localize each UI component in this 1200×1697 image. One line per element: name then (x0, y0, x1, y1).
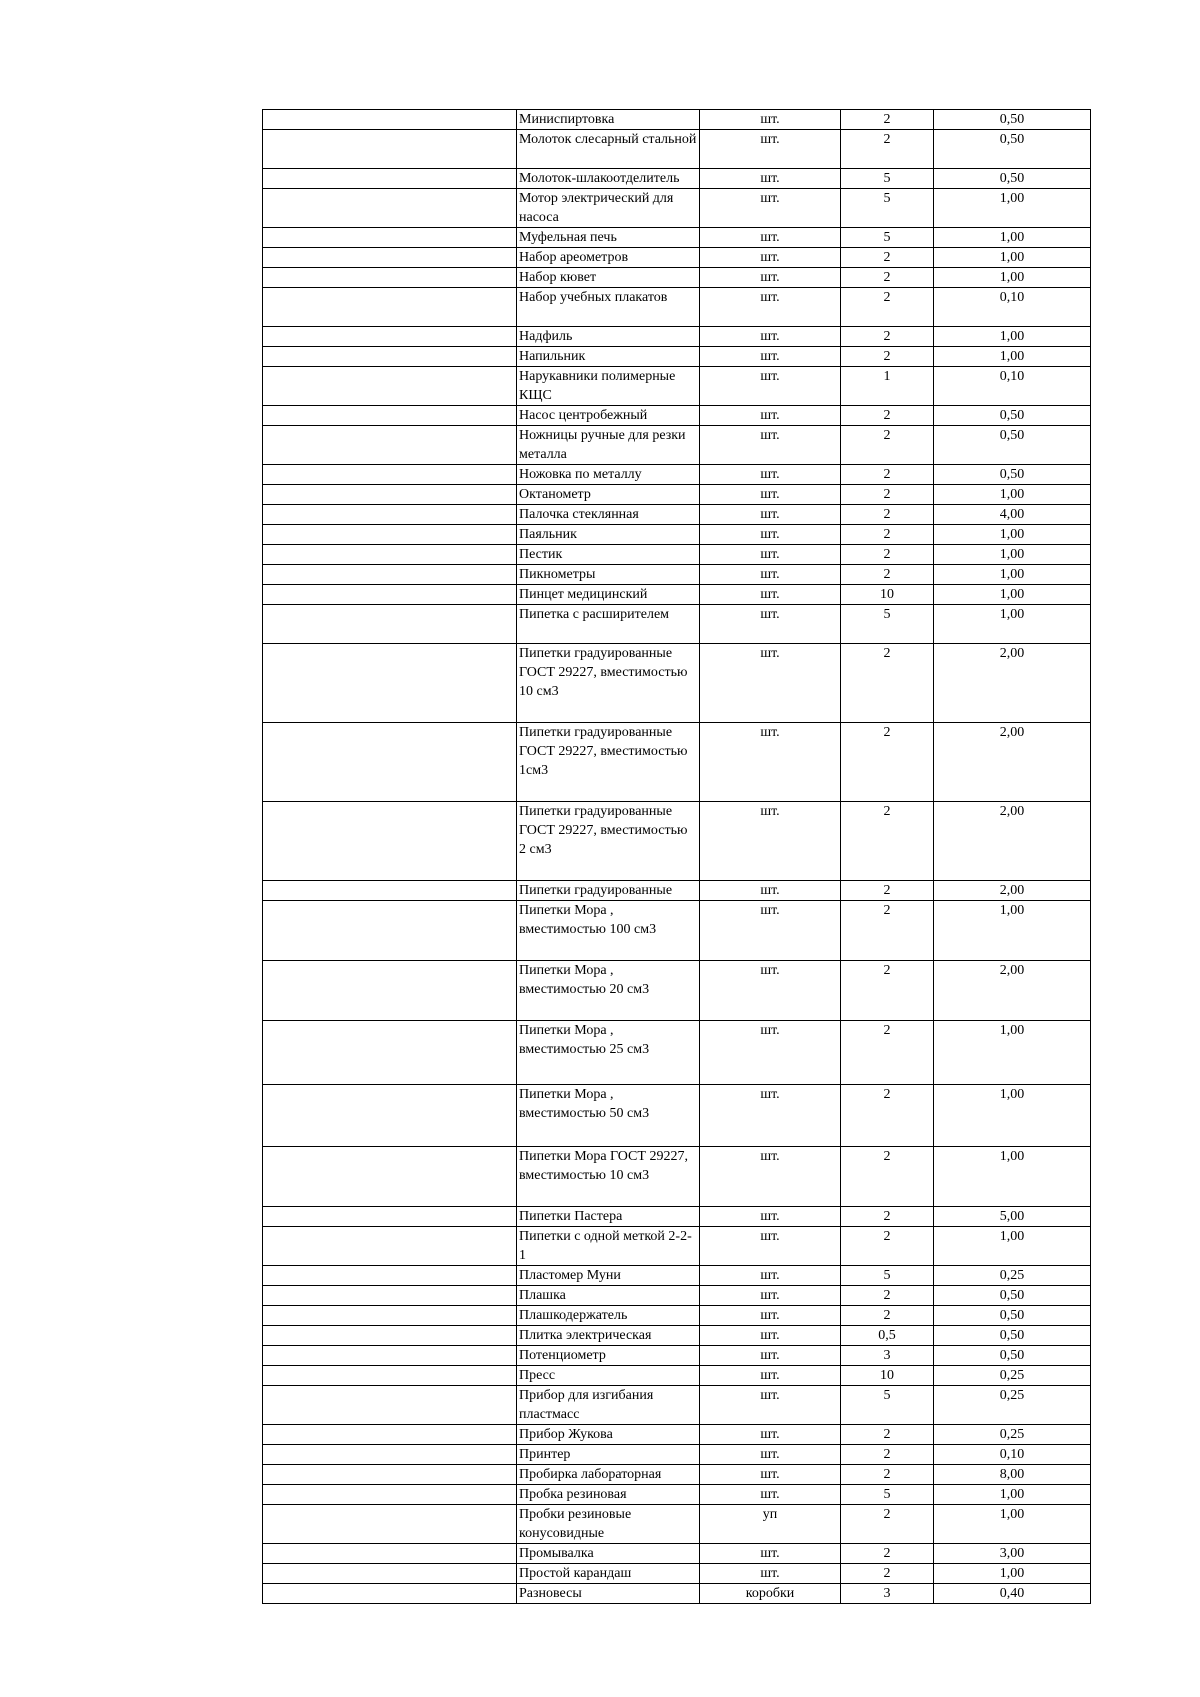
item-name-cell: Палочка стеклянная (517, 505, 700, 525)
table-row (263, 901, 1091, 961)
unit-cell: шт. (700, 901, 841, 961)
item-name-cell: Пипетки градуированные (517, 881, 700, 901)
quantity-cell: 5 (841, 1485, 934, 1505)
quantity-cell: 2 (841, 1207, 934, 1227)
quantity-cell: 2 (841, 465, 934, 485)
coefficient-cell: 3,00 (934, 1544, 1091, 1564)
table-row (263, 367, 1091, 406)
coefficient-cell: 0,10 (934, 1445, 1091, 1465)
coefficient-cell: 1,00 (934, 1227, 1091, 1266)
empty-cell (263, 1584, 517, 1604)
coefficient-cell: 1,00 (934, 545, 1091, 565)
empty-cell (263, 1485, 517, 1505)
quantity-cell: 10 (841, 585, 934, 605)
table-row (263, 1425, 1091, 1445)
empty-cell (263, 565, 517, 585)
table-row (263, 565, 1091, 585)
quantity-cell: 2 (841, 288, 934, 327)
quantity-cell: 2 (841, 1445, 934, 1465)
coefficient-cell: 2,00 (934, 644, 1091, 723)
empty-cell (263, 1021, 517, 1085)
table-row (263, 881, 1091, 901)
item-name-cell: Насос центробежный (517, 406, 700, 426)
empty-cell (263, 961, 517, 1021)
table-row (263, 347, 1091, 367)
unit-cell: шт. (700, 169, 841, 189)
table-row (263, 1544, 1091, 1564)
unit-cell: шт. (700, 1544, 841, 1564)
empty-cell (263, 1465, 517, 1485)
empty-cell (263, 1445, 517, 1465)
item-name-cell: Пластомер Муни (517, 1266, 700, 1286)
item-name-cell: Пресс (517, 1366, 700, 1386)
empty-cell (263, 644, 517, 723)
item-name-cell: Пикнометры (517, 565, 700, 585)
unit-cell: шт. (700, 1207, 841, 1227)
coefficient-cell: 1,00 (934, 565, 1091, 585)
item-name-cell: Пипетки градуированные ГОСТ 29227, вместимостью 10 см3 (517, 644, 700, 723)
coefficient-cell: 1,00 (934, 1021, 1091, 1085)
quantity-cell: 2 (841, 268, 934, 288)
empty-cell (263, 505, 517, 525)
unit-cell: шт. (700, 465, 841, 485)
empty-cell (263, 1306, 517, 1326)
table-row (263, 406, 1091, 426)
item-name-cell: Прибор для изгибания пластмасс (517, 1386, 700, 1425)
item-name-cell: Пинцет медицинский (517, 585, 700, 605)
empty-cell (263, 367, 517, 406)
table-row (263, 585, 1091, 605)
empty-cell (263, 545, 517, 565)
quantity-cell: 2 (841, 347, 934, 367)
table-row (263, 1286, 1091, 1306)
unit-cell: шт. (700, 1485, 841, 1505)
coefficient-cell: 4,00 (934, 505, 1091, 525)
item-name-cell: Пестик (517, 545, 700, 565)
table-row (263, 110, 1091, 130)
empty-cell (263, 605, 517, 644)
unit-cell: шт. (700, 248, 841, 268)
empty-cell (263, 169, 517, 189)
coefficient-cell: 0,40 (934, 1584, 1091, 1604)
item-name-cell: Пипетки Мора , вместимостью 50 см3 (517, 1085, 700, 1147)
quantity-cell: 5 (841, 1266, 934, 1286)
unit-cell: шт. (700, 288, 841, 327)
coefficient-cell: 0,50 (934, 426, 1091, 465)
table-row (263, 961, 1091, 1021)
quantity-cell: 2 (841, 881, 934, 901)
quantity-cell: 2 (841, 1227, 934, 1266)
item-name-cell: Пробка резиновая (517, 1485, 700, 1505)
quantity-cell: 2 (841, 248, 934, 268)
quantity-cell: 5 (841, 189, 934, 228)
unit-cell: шт. (700, 1425, 841, 1445)
table-row (263, 228, 1091, 248)
item-name-cell: Пробирка лабораторная (517, 1465, 700, 1485)
coefficient-cell: 1,00 (934, 525, 1091, 545)
unit-cell: шт. (700, 505, 841, 525)
unit-cell: шт. (700, 1021, 841, 1085)
quantity-cell: 2 (841, 426, 934, 465)
table-row (263, 248, 1091, 268)
item-name-cell: Разновесы (517, 1584, 700, 1604)
unit-cell: шт. (700, 426, 841, 465)
table-row (263, 1485, 1091, 1505)
item-name-cell: Пипетка с расширителем (517, 605, 700, 644)
coefficient-cell: 0,50 (934, 1286, 1091, 1306)
coefficient-cell: 1,00 (934, 1147, 1091, 1207)
unit-cell: шт. (700, 605, 841, 644)
quantity-cell: 2 (841, 505, 934, 525)
table-row (263, 1266, 1091, 1286)
quantity-cell: 2 (841, 723, 934, 802)
quantity-cell: 5 (841, 169, 934, 189)
item-name-cell: Миниспиртовка (517, 110, 700, 130)
coefficient-cell: 8,00 (934, 1465, 1091, 1485)
quantity-cell: 2 (841, 545, 934, 565)
item-name-cell: Октанометр (517, 485, 700, 505)
item-name-cell: Муфельная печь (517, 228, 700, 248)
empty-cell (263, 327, 517, 347)
table-row (263, 1227, 1091, 1266)
item-name-cell: Надфиль (517, 327, 700, 347)
coefficient-cell: 0,25 (934, 1266, 1091, 1286)
quantity-cell: 2 (841, 1465, 934, 1485)
unit-cell: шт. (700, 1465, 841, 1485)
unit-cell: шт. (700, 1147, 841, 1207)
empty-cell (263, 1366, 517, 1386)
unit-cell: уп (700, 1505, 841, 1544)
item-name-cell: Набор учебных плакатов (517, 288, 700, 327)
table-row (263, 1326, 1091, 1346)
unit-cell: шт. (700, 367, 841, 406)
quantity-cell: 2 (841, 1564, 934, 1584)
quantity-cell: 2 (841, 406, 934, 426)
coefficient-cell: 1,00 (934, 327, 1091, 347)
item-name-cell: Паяльник (517, 525, 700, 545)
unit-cell: шт. (700, 1326, 841, 1346)
coefficient-cell: 0,10 (934, 288, 1091, 327)
quantity-cell: 5 (841, 605, 934, 644)
empty-cell (263, 1147, 517, 1207)
item-name-cell: Нарукавники полимерные КЩС (517, 367, 700, 406)
item-name-cell: Пипетки Мора , вместимостью 25 см3 (517, 1021, 700, 1085)
unit-cell: шт. (700, 565, 841, 585)
table-row (263, 130, 1091, 169)
quantity-cell: 2 (841, 327, 934, 347)
item-name-cell: Принтер (517, 1445, 700, 1465)
quantity-cell: 2 (841, 110, 934, 130)
empty-cell (263, 1227, 517, 1266)
table-row (263, 485, 1091, 505)
table-row (263, 802, 1091, 881)
quantity-cell: 2 (841, 1286, 934, 1306)
table-row (263, 327, 1091, 347)
unit-cell: шт. (700, 1306, 841, 1326)
unit-cell: шт. (700, 1346, 841, 1366)
coefficient-cell: 1,00 (934, 347, 1091, 367)
coefficient-cell: 1,00 (934, 228, 1091, 248)
quantity-cell: 2 (841, 961, 934, 1021)
table-row (263, 525, 1091, 545)
item-name-cell: Молоток слесарный стальной (517, 130, 700, 169)
empty-cell (263, 130, 517, 169)
unit-cell: шт. (700, 1266, 841, 1286)
empty-cell (263, 1564, 517, 1584)
item-name-cell: Простой карандаш (517, 1564, 700, 1584)
coefficient-cell: 1,00 (934, 189, 1091, 228)
quantity-cell: 1 (841, 367, 934, 406)
unit-cell: шт. (700, 189, 841, 228)
empty-cell (263, 465, 517, 485)
unit-cell: шт. (700, 406, 841, 426)
quantity-cell: 2 (841, 901, 934, 961)
quantity-cell: 2 (841, 802, 934, 881)
coefficient-cell: 2,00 (934, 961, 1091, 1021)
table-row (263, 1021, 1091, 1085)
quantity-cell: 3 (841, 1584, 934, 1604)
quantity-cell: 2 (841, 1544, 934, 1564)
empty-cell (263, 585, 517, 605)
empty-cell (263, 1346, 517, 1366)
coefficient-cell: 0,25 (934, 1386, 1091, 1425)
quantity-cell: 2 (841, 1306, 934, 1326)
unit-cell: шт. (700, 1286, 841, 1306)
empty-cell (263, 1386, 517, 1425)
item-name-cell: Набор кювет (517, 268, 700, 288)
item-name-cell: Плитка электрическая (517, 1326, 700, 1346)
quantity-cell: 5 (841, 228, 934, 248)
table-row (263, 1147, 1091, 1207)
table-row (263, 465, 1091, 485)
unit-cell: коробки (700, 1584, 841, 1604)
item-name-cell: Пипетки Мора , вместимостью 100 см3 (517, 901, 700, 961)
item-name-cell: Напильник (517, 347, 700, 367)
quantity-cell: 2 (841, 1147, 934, 1207)
unit-cell: шт. (700, 347, 841, 367)
item-name-cell: Пробки резиновые конусовидные (517, 1505, 700, 1544)
equipment-table (262, 109, 1091, 1604)
table-row (263, 189, 1091, 228)
equipment-table-body (263, 110, 1091, 1604)
empty-cell (263, 1505, 517, 1544)
empty-cell (263, 268, 517, 288)
empty-cell (263, 110, 517, 130)
unit-cell: шт. (700, 327, 841, 347)
unit-cell: шт. (700, 961, 841, 1021)
coefficient-cell: 1,00 (934, 1485, 1091, 1505)
unit-cell: шт. (700, 228, 841, 248)
empty-cell (263, 1326, 517, 1346)
coefficient-cell: 0,50 (934, 169, 1091, 189)
coefficient-cell: 0,50 (934, 110, 1091, 130)
table-row (263, 723, 1091, 802)
item-name-cell: Плашкодержатель (517, 1306, 700, 1326)
quantity-cell: 0,5 (841, 1326, 934, 1346)
coefficient-cell: 0,50 (934, 465, 1091, 485)
table-row (263, 644, 1091, 723)
quantity-cell: 2 (841, 1085, 934, 1147)
unit-cell: шт. (700, 802, 841, 881)
empty-cell (263, 1085, 517, 1147)
empty-cell (263, 406, 517, 426)
table-row (263, 545, 1091, 565)
coefficient-cell: 1,00 (934, 268, 1091, 288)
empty-cell (263, 525, 517, 545)
table-row (263, 1564, 1091, 1584)
empty-cell (263, 881, 517, 901)
coefficient-cell: 0,50 (934, 1306, 1091, 1326)
unit-cell: шт. (700, 723, 841, 802)
empty-cell (263, 802, 517, 881)
quantity-cell: 2 (841, 1021, 934, 1085)
item-name-cell: Пипетки Пастера (517, 1207, 700, 1227)
coefficient-cell: 5,00 (934, 1207, 1091, 1227)
empty-cell (263, 1286, 517, 1306)
table-row (263, 1346, 1091, 1366)
unit-cell: шт. (700, 545, 841, 565)
quantity-cell: 2 (841, 1505, 934, 1544)
empty-cell (263, 723, 517, 802)
item-name-cell: Пипетки Мора , вместимостью 20 см3 (517, 961, 700, 1021)
empty-cell (263, 901, 517, 961)
item-name-cell: Мотор электрический для насоса (517, 189, 700, 228)
item-name-cell: Промывалка (517, 1544, 700, 1564)
table-row (263, 426, 1091, 465)
item-name-cell: Ножницы ручные для резки металла (517, 426, 700, 465)
coefficient-cell: 0,50 (934, 1326, 1091, 1346)
coefficient-cell: 0,25 (934, 1425, 1091, 1445)
unit-cell: шт. (700, 485, 841, 505)
coefficient-cell: 2,00 (934, 802, 1091, 881)
coefficient-cell: 1,00 (934, 1564, 1091, 1584)
table-row (263, 1207, 1091, 1227)
unit-cell: шт. (700, 1386, 841, 1425)
quantity-cell: 10 (841, 1366, 934, 1386)
coefficient-cell: 1,00 (934, 1085, 1091, 1147)
table-row (263, 1584, 1091, 1604)
table-row (263, 605, 1091, 644)
empty-cell (263, 248, 517, 268)
quantity-cell: 3 (841, 1346, 934, 1366)
unit-cell: шт. (700, 1085, 841, 1147)
quantity-cell: 2 (841, 485, 934, 505)
quantity-cell: 2 (841, 1425, 934, 1445)
item-name-cell: Ножовка по металлу (517, 465, 700, 485)
unit-cell: шт. (700, 644, 841, 723)
unit-cell: шт. (700, 1366, 841, 1386)
table-row (263, 1445, 1091, 1465)
unit-cell: шт. (700, 1227, 841, 1266)
item-name-cell: Пипетки Мора ГОСТ 29227, вместимостью 10 см3 (517, 1147, 700, 1207)
unit-cell: шт. (700, 1564, 841, 1584)
empty-cell (263, 485, 517, 505)
table-row (263, 1366, 1091, 1386)
coefficient-cell: 1,00 (934, 901, 1091, 961)
unit-cell: шт. (700, 881, 841, 901)
empty-cell (263, 1266, 517, 1286)
unit-cell: шт. (700, 585, 841, 605)
table-row (263, 169, 1091, 189)
coefficient-cell: 1,00 (934, 248, 1091, 268)
empty-cell (263, 189, 517, 228)
coefficient-cell: 0,50 (934, 1346, 1091, 1366)
quantity-cell: 2 (841, 525, 934, 545)
coefficient-cell: 2,00 (934, 881, 1091, 901)
coefficient-cell: 1,00 (934, 1505, 1091, 1544)
empty-cell (263, 1207, 517, 1227)
item-name-cell: Плашка (517, 1286, 700, 1306)
quantity-cell: 2 (841, 644, 934, 723)
empty-cell (263, 1544, 517, 1564)
quantity-cell: 2 (841, 565, 934, 585)
unit-cell: шт. (700, 130, 841, 169)
unit-cell: шт. (700, 268, 841, 288)
coefficient-cell: 0,25 (934, 1366, 1091, 1386)
table-row (263, 1386, 1091, 1425)
empty-cell (263, 426, 517, 465)
empty-cell (263, 347, 517, 367)
table-row (263, 268, 1091, 288)
table-row (263, 1465, 1091, 1485)
coefficient-cell: 1,00 (934, 605, 1091, 644)
item-name-cell: Пипетки градуированные ГОСТ 29227, вместимостью 1см3 (517, 723, 700, 802)
item-name-cell: Пипетки градуированные ГОСТ 29227, вместимостью 2 см3 (517, 802, 700, 881)
empty-cell (263, 228, 517, 248)
item-name-cell: Молоток-шлакоотделитель (517, 169, 700, 189)
table-row (263, 505, 1091, 525)
coefficient-cell: 0,50 (934, 406, 1091, 426)
item-name-cell: Набор ареометров (517, 248, 700, 268)
empty-cell (263, 288, 517, 327)
table-row (263, 1085, 1091, 1147)
table-row (263, 288, 1091, 327)
item-name-cell: Потенциометр (517, 1346, 700, 1366)
unit-cell: шт. (700, 1445, 841, 1465)
unit-cell: шт. (700, 110, 841, 130)
coefficient-cell: 0,50 (934, 130, 1091, 169)
quantity-cell: 5 (841, 1386, 934, 1425)
item-name-cell: Пипетки с одной меткой 2-2-1 (517, 1227, 700, 1266)
coefficient-cell: 0,10 (934, 367, 1091, 406)
coefficient-cell: 1,00 (934, 485, 1091, 505)
table-row (263, 1505, 1091, 1544)
coefficient-cell: 1,00 (934, 585, 1091, 605)
coefficient-cell: 2,00 (934, 723, 1091, 802)
quantity-cell: 2 (841, 130, 934, 169)
unit-cell: шт. (700, 525, 841, 545)
item-name-cell: Прибор Жукова (517, 1425, 700, 1445)
empty-cell (263, 1425, 517, 1445)
table-row (263, 1306, 1091, 1326)
